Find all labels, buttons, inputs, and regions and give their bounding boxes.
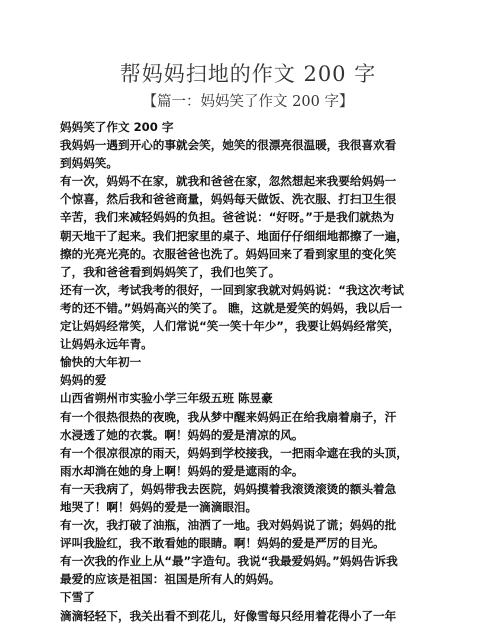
text-line: 有一次，妈妈不在家，就我和爸爸在家，忽然想起来我要给妈妈一 [60, 174, 397, 189]
text-line: 愉快的大年初一 [60, 355, 142, 370]
text-line: 妈妈的爱 [60, 373, 107, 388]
text-line: 山西省朔州市实验小学三年级五班 陈昱豪 [60, 391, 273, 406]
text-line: 朝天地干了起来。我们把家里的桌子、地面仔仔细细地都擦了一遍， [60, 228, 408, 243]
text-line: 考的还不错。”妈妈高兴的笑了。 瞧，这就是爱笑的妈妈，我以后一 [60, 300, 403, 315]
text-line: 让妈妈永远年青。 [60, 337, 153, 352]
text-line: 有一次，我打破了油瓶，油洒了一地。我对妈妈说了谎；妈妈的批 [60, 518, 397, 533]
text-line: 还有一次，考试我考的很好，一回到家我就对妈妈说：“我这次考试 [60, 282, 404, 297]
document-body [60, 118, 440, 625]
text-line: 滴滴轻轻下，我关出看不到花儿，好像雪每只经用着花得小了一年 [60, 608, 397, 623]
text-line: 下雪了 [60, 590, 95, 605]
text-line: 评叫我脸红，我不敢看她的眼睛。啊！妈妈的爱是严厉的目光。 [60, 536, 385, 551]
text-line: 有一次我的作业上从“最”字造句。我说“我最爱妈妈。”妈妈告诉我 [60, 554, 398, 569]
text-line: 辛苦，我们来减轻妈妈的负担。爸爸说：“好呀。”于是我们就热为 [60, 210, 395, 225]
text-line: 个惊喜，然后我和爸爸商量，妈妈每天做饭、洗衣服、打扫卫生很 [60, 192, 397, 207]
text-line: 有一个很热很热的夜晚，我从梦中醒来妈妈正在给我扇着扇子，汗 [60, 409, 397, 424]
text-line: 最爱的应该是祖国：祖国是所有人的妈妈。 [60, 572, 281, 587]
document-title: 帮妈妈扫地的作文 200 字 [119, 62, 377, 86]
text-line: 我妈妈一遇到开心的事就会笑，她笑的很漂亮很温暖，我很喜欢看 [60, 138, 397, 153]
text-line: 擦的光亮光亮的。衣服爸爸也洗了。妈妈回来了看到家里的变化笑 [60, 246, 397, 261]
text-line: 有一个很凉很凉的雨天，妈妈到学校接我，一把雨伞遮在我的头顶， [60, 445, 408, 460]
text-line: 有一天我病了，妈妈带我去医院，妈妈摸着我滚烫滚烫的额头着急 [60, 481, 397, 496]
text-line: 地哭了！啊！妈妈的爱是一滴滴眼泪。 [60, 499, 258, 514]
text-line: 妈妈笑了作文 200 字 [60, 120, 174, 134]
document-subtitle: 【篇一：妈妈笑了作文 200 字】 [142, 94, 354, 110]
text-line: 了，我和爸爸看到妈妈笑了，我们也笑了。 [60, 264, 281, 279]
text-line: 到妈妈笑。 [60, 156, 118, 171]
text-line: 水浸透了她的衣裳。啊！妈妈的爱是清凉的风。 [60, 427, 304, 442]
text-line: 定让妈妈经常笑，人们常说“笑一笑十年少”，我要让妈妈经常笑， [60, 319, 400, 334]
text-line: 雨水却淌在她的身上啊！妈妈的爱是遮雨的伞。 [60, 463, 304, 478]
